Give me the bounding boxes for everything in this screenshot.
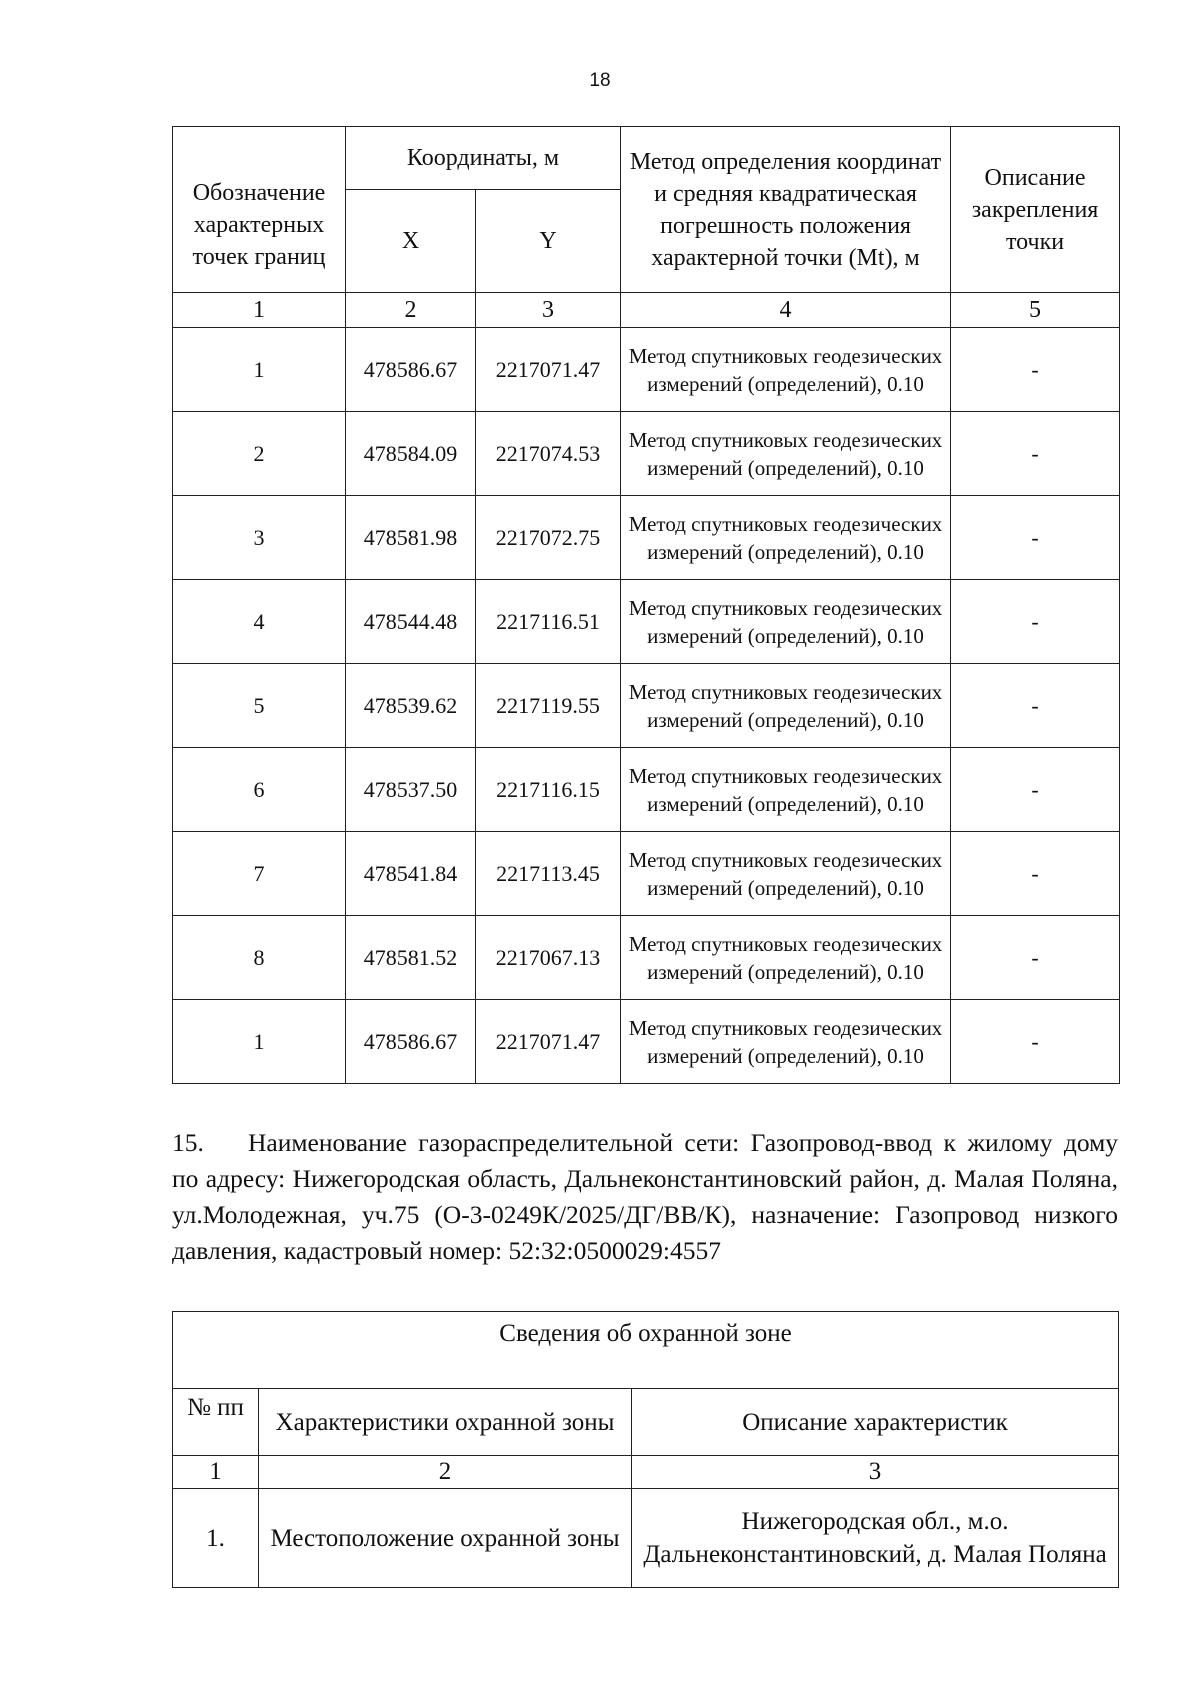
- point-description: -: [951, 328, 1120, 412]
- coord-y: 2217072.75: [476, 496, 621, 580]
- point-number: 6: [173, 748, 346, 832]
- table-row: [173, 328, 1120, 412]
- header-x: X: [346, 190, 476, 293]
- col-number: 1: [173, 1456, 259, 1489]
- protection-zone-table: [172, 1311, 1119, 1588]
- coord-y: 2217116.15: [476, 748, 621, 832]
- coord-x: 478581.98: [346, 496, 476, 580]
- zone-title-row: [173, 1312, 1119, 1389]
- point-method: Метод спутниковых геодезических измерений (определений), 0.10: [621, 1000, 951, 1084]
- point-description: -: [951, 664, 1120, 748]
- zone-description: Нижегородская обл., м.о. Дальнеконстантиновский, д. Малая Поляна: [632, 1489, 1119, 1588]
- point-method: Метод спутниковых геодезических измерений (определений), 0.10: [621, 580, 951, 664]
- coord-x: 478544.48: [346, 580, 476, 664]
- coord-y: 2217071.47: [476, 1000, 621, 1084]
- table-row: [173, 664, 1120, 748]
- zone-characteristic: Местоположение охранной зоны: [259, 1489, 632, 1588]
- point-method: Метод спутниковых геодезических измерений (определений), 0.10: [621, 664, 951, 748]
- point-description: -: [951, 412, 1120, 496]
- point-method: Метод спутниковых геодезических измерений (определений), 0.10: [621, 328, 951, 412]
- point-description: -: [951, 496, 1120, 580]
- coord-x: 478586.67: [346, 328, 476, 412]
- point-description: -: [951, 748, 1120, 832]
- point-method: Метод спутниковых геодезических измерений (определений), 0.10: [621, 832, 951, 916]
- coord-y: 2217071.47: [476, 328, 621, 412]
- coord-x: 478541.84: [346, 832, 476, 916]
- zone-row-number: 1.: [173, 1489, 259, 1588]
- zone-table-title: Сведения об охранной зоне: [173, 1312, 1119, 1389]
- table-row: [173, 748, 1120, 832]
- coord-y: 2217119.55: [476, 664, 621, 748]
- point-number: 5: [173, 664, 346, 748]
- coord-x: 478537.50: [346, 748, 476, 832]
- col-number: 5: [951, 293, 1120, 328]
- point-number: 4: [173, 580, 346, 664]
- col-number: 2: [346, 293, 476, 328]
- table-row: [173, 916, 1120, 1000]
- table-row: [173, 580, 1120, 664]
- table-row: [173, 832, 1120, 916]
- col-number: 4: [621, 293, 951, 328]
- zone-column-numbers: [173, 1456, 1119, 1489]
- header-y: Y: [476, 190, 621, 293]
- header-method: Метод определения координат и средняя квадратическая погрешность положения характерной точки (Mt), м: [621, 127, 951, 293]
- point-description: -: [951, 580, 1120, 664]
- section-paragraph: [172, 1125, 1118, 1269]
- zone-header-row: [173, 1389, 1119, 1456]
- header-no: № пп: [173, 1389, 259, 1456]
- paragraph-text: Наименование газораспределительной сети: Газопровод-ввод к жилому дому по адресу: Нижегородская область, Дальнеконстантиновский район, д. Малая Поляна, ул.Молодежная, уч.75 (О-3-0249К/2025/ДГ/ВВ/К), назначение: Газопровод низкого давления, кадастровый номер: 52:32:0500029:4557: [172, 1128, 1118, 1265]
- paragraph-number: 15.: [172, 1128, 204, 1157]
- coord-header-row: [173, 127, 1120, 190]
- point-method: Метод спутниковых геодезических измерений (определений), 0.10: [621, 916, 951, 1000]
- point-description: -: [951, 1000, 1120, 1084]
- page-number: 18: [589, 70, 611, 91]
- coord-x: 478586.67: [346, 1000, 476, 1084]
- col-number: 1: [173, 293, 346, 328]
- coord-y: 2217074.53: [476, 412, 621, 496]
- coord-y: 2217113.45: [476, 832, 621, 916]
- point-number: 1: [173, 328, 346, 412]
- coordinates-table: [172, 126, 1120, 1084]
- header-coordinates: Координаты, м: [346, 127, 621, 190]
- point-description: -: [951, 832, 1120, 916]
- table-row: [173, 1489, 1119, 1588]
- point-number: 7: [173, 832, 346, 916]
- coord-y: 2217116.51: [476, 580, 621, 664]
- col-number: 3: [476, 293, 621, 328]
- point-number: 1: [173, 1000, 346, 1084]
- point-method: Метод спутниковых геодезических измерений (определений), 0.10: [621, 748, 951, 832]
- coord-x: 478539.62: [346, 664, 476, 748]
- header-description: Описание закрепления точки: [951, 127, 1120, 293]
- coord-x: 478584.09: [346, 412, 476, 496]
- point-description: -: [951, 916, 1120, 1000]
- coord-x: 478581.52: [346, 916, 476, 1000]
- point-number: 3: [173, 496, 346, 580]
- point-method: Метод спутниковых геодезических измерений (определений), 0.10: [621, 496, 951, 580]
- col-number: 3: [632, 1456, 1119, 1489]
- header-designation: Обозначение характерных точек границ: [173, 127, 346, 293]
- point-method: Метод спутниковых геодезических измерений (определений), 0.10: [621, 412, 951, 496]
- header-zone-description: Описание характеристик: [632, 1389, 1119, 1456]
- point-number: 8: [173, 916, 346, 1000]
- table-row: [173, 496, 1120, 580]
- coord-y: 2217067.13: [476, 916, 621, 1000]
- header-characteristics: Характеристики охранной зоны: [259, 1389, 632, 1456]
- point-number: 2: [173, 412, 346, 496]
- coord-column-numbers: [173, 293, 1120, 328]
- table-row: [173, 412, 1120, 496]
- table-row-closing: [173, 1000, 1120, 1084]
- col-number: 2: [259, 1456, 632, 1489]
